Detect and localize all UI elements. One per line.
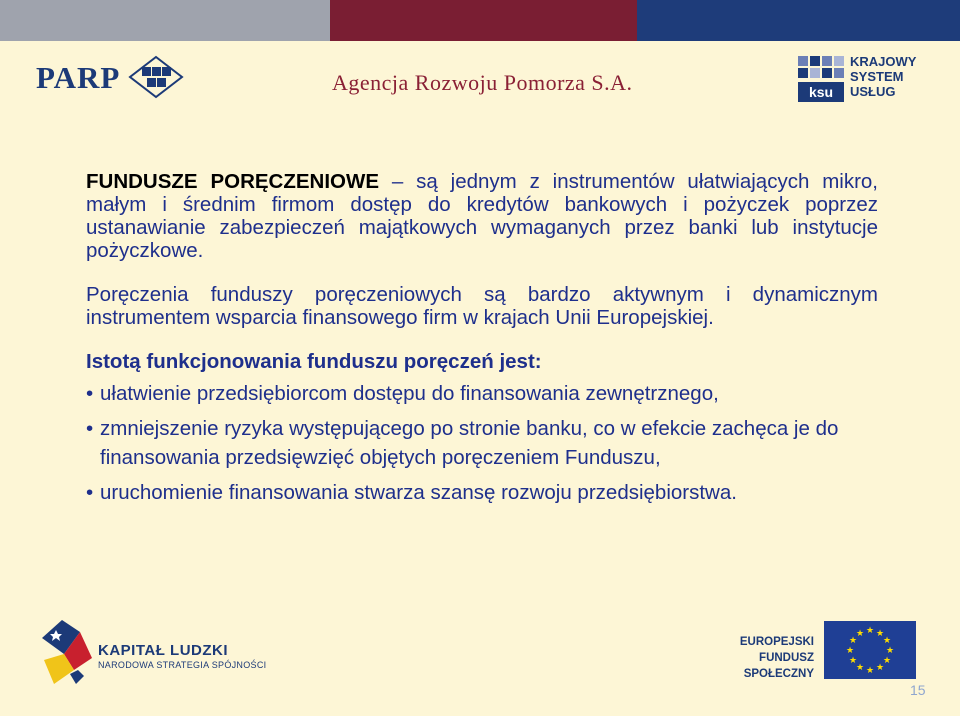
list-item: • zmniejszenie ryzyka występującego po stronie banku, co w efekcie zachęca je do finansowania przedsięwzięć objętych poręczeniem Funduszu, [86, 414, 878, 472]
svg-text:★: ★ [848, 636, 858, 646]
list-item: • uruchomienie finansowania stwarza szansę rozwoju przedsiębiorstwa. [86, 478, 878, 507]
ksu-logo-icon [796, 54, 846, 104]
kapital-ludzki-logo-icon [40, 618, 96, 688]
eu-flag-icon [824, 621, 916, 679]
efs-line-2: FUNDUSZ SPOŁECZNY [743, 652, 814, 680]
svg-text:★: ★ [882, 656, 892, 666]
page-number: 15 [910, 682, 926, 698]
parp-logo-text: PARP [36, 60, 121, 95]
svg-text:★: ★ [848, 656, 858, 666]
svg-text:★: ★ [875, 663, 885, 673]
intro-lead: FUNDUSZE PORĘCZENIOWE [86, 170, 380, 193]
header-band-blue [637, 0, 960, 41]
main-content [86, 170, 878, 513]
kapital-ludzki-title: KAPITAŁ LUDZKI [98, 642, 229, 659]
second-paragraph: Poręczenia funduszy poręczeniowych są bardzo aktywnym i dynamicznym instrumentem wsparcia finansowego firm w krajach Unii Europejskiej. [86, 283, 878, 329]
svg-text:★: ★ [845, 646, 855, 656]
parp-logo-icon [128, 55, 184, 99]
ksu-line-2: SYSTEM [850, 69, 904, 84]
header-band-red [330, 0, 637, 41]
svg-text:★: ★ [875, 629, 885, 639]
agency-name: Agencja Rozwoju Pomorza S.A. [332, 70, 633, 95]
svg-text:★: ★ [885, 646, 895, 656]
ksu-abbr: ksu [808, 84, 834, 100]
svg-text:★: ★ [865, 666, 875, 676]
svg-text:★: ★ [865, 626, 875, 636]
ksu-line-1: KRAJOWY [850, 54, 917, 69]
efs-line-1: EUROPEJSKI [739, 636, 814, 648]
bullet-list [86, 379, 878, 507]
list-item: • ułatwienie przedsiębiorcom dostępu do finansowania zewnętrznego, [86, 379, 878, 408]
efs-text [690, 634, 814, 682]
svg-text:★: ★ [855, 629, 865, 639]
intro-rest: – są jednym z instrumentów ułatwiających mikro, małym i średnim firmom dostęp do kredytów bankowych i pożyczek poprzez ustanawianie zabezpieczeń majątkowych wymaganych przez banki lub instytucje pożyczkowe. [86, 170, 878, 262]
ksu-logo-text [850, 54, 916, 99]
svg-text:★: ★ [855, 663, 865, 673]
intro-paragraph [86, 170, 878, 262]
kapital-ludzki-subtitle: NARODOWA STRATEGIA SPÓJNOŚCI [98, 660, 267, 670]
svg-text:★: ★ [882, 636, 892, 646]
header-band-grey [0, 0, 330, 41]
ksu-line-3: USŁUG [850, 84, 896, 99]
section-heading: Istotą funkcjonowania funduszu poręczeń jest: [86, 350, 542, 373]
